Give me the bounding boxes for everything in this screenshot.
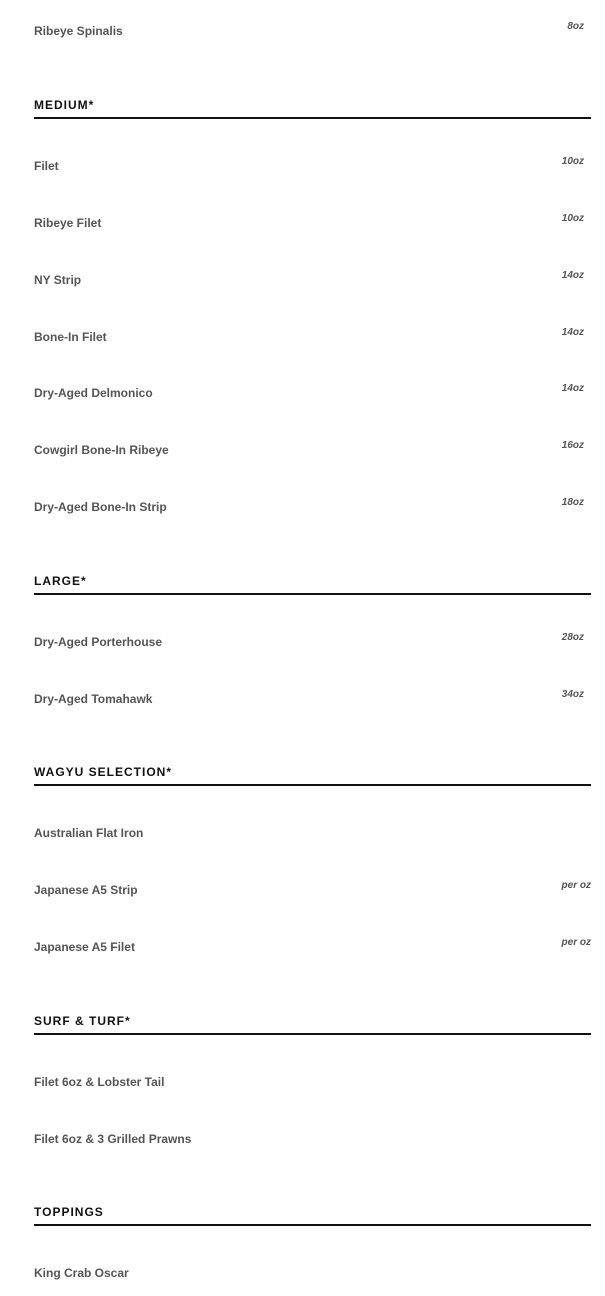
menu-item-size: 14oz	[561, 270, 584, 281]
menu-item-size: 28oz	[561, 632, 584, 643]
section-header-medium	[34, 95, 591, 119]
menu-item-size: 14oz	[561, 327, 584, 338]
menu-item	[34, 882, 591, 902]
section-header-surf-turf	[34, 1011, 591, 1035]
menu-item	[34, 691, 591, 711]
section-title: MEDIUM*	[34, 98, 95, 112]
menu-item-name: Filet 6oz & Lobster Tail	[34, 1075, 165, 1089]
section-title: LARGE*	[34, 574, 87, 588]
menu-item-size: 14oz	[561, 383, 584, 394]
menu-item-name: Australian Flat Iron	[34, 826, 144, 840]
menu-item-size: 8oz	[567, 21, 584, 32]
menu-item	[34, 1074, 591, 1094]
menu-item-size: 18oz	[561, 497, 584, 508]
menu-item-name: Dry-Aged Delmonico	[34, 386, 153, 400]
menu-item-size: per oz	[561, 880, 591, 891]
section-header-toppings	[34, 1202, 591, 1226]
menu-item-name: Ribeye Filet	[34, 216, 102, 230]
menu-item-name: NY Strip	[34, 273, 82, 287]
section-title: TOPPINGS	[34, 1205, 104, 1219]
menu-item	[34, 442, 591, 462]
menu-item-size: 10oz	[561, 213, 584, 224]
menu-item-name: King Crab Oscar	[34, 1266, 129, 1280]
section-header-large	[34, 571, 591, 595]
menu-item	[34, 939, 591, 959]
menu-item-name: Dry-Aged Tomahawk	[34, 692, 153, 706]
menu-item	[34, 634, 591, 654]
menu-item	[34, 215, 591, 235]
section-title: SURF & TURF*	[34, 1014, 131, 1028]
menu-item	[34, 825, 591, 845]
menu-item-size: 34oz	[561, 689, 584, 700]
menu-item	[34, 23, 591, 43]
menu-item-name: Japanese A5 Filet	[34, 940, 135, 954]
menu-item-name: Dry-Aged Bone-In Strip	[34, 500, 167, 514]
menu-item	[34, 1131, 591, 1151]
menu-item	[34, 499, 591, 519]
menu-item	[34, 329, 591, 349]
menu-item-name: Ribeye Spinalis	[34, 24, 123, 38]
menu-item-name: Bone-In Filet	[34, 330, 107, 344]
menu-item	[34, 1265, 591, 1285]
section-title: WAGYU SELECTION*	[34, 765, 173, 779]
menu-item-name: Filet 6oz & 3 Grilled Prawns	[34, 1132, 192, 1146]
menu-item-size: 10oz	[561, 156, 584, 167]
menu-item-size: 16oz	[561, 440, 584, 451]
menu-item	[34, 158, 591, 178]
menu-item-name: Japanese A5 Strip	[34, 883, 138, 897]
menu-item-name: Dry-Aged Porterhouse	[34, 635, 163, 649]
menu-item	[34, 385, 591, 405]
menu-item-size: per oz	[561, 937, 591, 948]
menu-item	[34, 272, 591, 292]
menu-item-name: Cowgirl Bone-In Ribeye	[34, 443, 169, 457]
section-header-wagyu	[34, 762, 591, 786]
menu-item-name: Filet	[34, 159, 59, 173]
